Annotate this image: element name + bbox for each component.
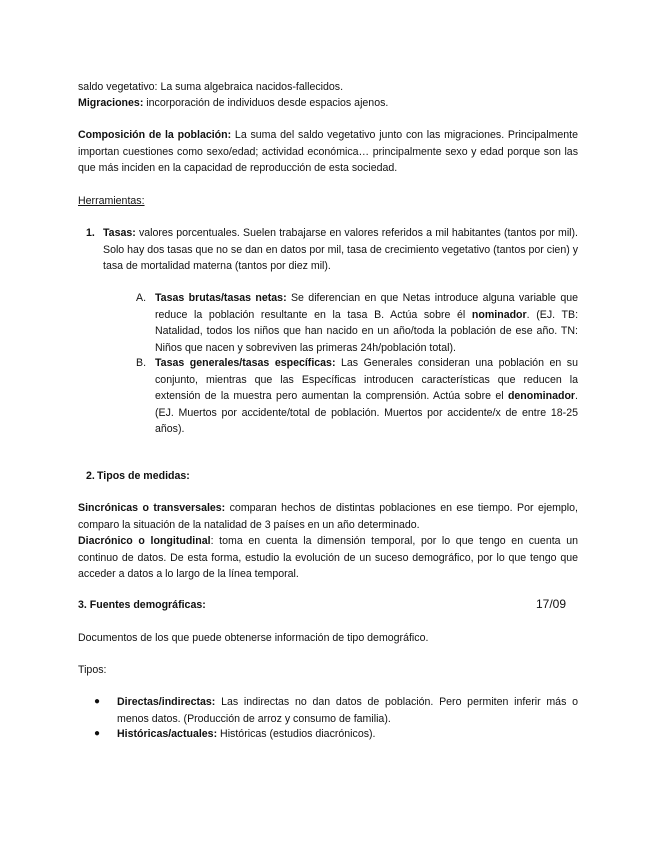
composicion-text: La suma del saldo vegetativo junto con las migraciones. Principalmente importan cuestiones como sexo/edad; actividad económica… principalmente sexo y edad porque son las que más inciden en la capacidad de reproducción de esta sociedad. [78,129,578,174]
saldo-term: saldo vegetativo: [78,81,158,93]
migraciones-text: incorporación de individuos desde espacios ajenos. [143,97,389,109]
item-b-term: Tasas generales/tasas específicas: [155,357,336,369]
item-a-text2: . (EJ. TB: Natalidad, todos los niños que han nacido en un año/toda la población de ese año. TN: Niños que nacen y sobreviven las primeras 24h/población total). [155,308,579,354]
tipos-label: Tipos: [78,664,107,676]
item-b-text1: Las Generales consideran una población en su conjunto, mientras que las Específicas introducen características que reducen la extensión de la muestra pero aumentan la comprensión. Actúa sobre el [155,357,578,402]
item-a-text1: Se diferencian en que Netas introduce alguna variable que reduce la población resultante en la tasa B. Actúa sobre él [155,292,578,321]
directas-term: Directas/indirectas: [117,696,216,708]
herramientas-heading: Herramientas: [78,195,145,207]
saldo-vegetativo-line [78,79,578,96]
tasas-number: 1. [86,227,95,239]
historicas-item [117,726,578,743]
item-a-term: Tasas brutas/tasas netas: [155,292,287,304]
composicion-term: Composición de la población: [78,129,232,141]
tasas-generales-paragraph [155,355,578,438]
diacronico-text: : toma en cuenta la dimensión temporal, por lo que tengo en cuenta un continuo de datos. De esta forma, estudio la evolución de un suceso demográfico, por lo que tengo que acceder a datos a lo largo de la línea temporal. [78,535,578,580]
tipos-medidas-heading: Tipos de medidas: [97,470,190,482]
documentos-line: Documentos de los que puede obtenerse información de tipo demográfico. [78,632,429,644]
bullet-icon: ● [94,696,101,707]
historicas-text: Históricas (estudios diacrónicos). [217,728,376,740]
date-label: 17/09 [536,597,567,611]
item-b-bold: denominador [507,390,576,402]
directas-item [117,694,578,727]
directas-text: Las indirectas no dan datos de población. Pero permiten inferir más o menos datos. (Producción de arroz y consumo de familia). [117,696,578,725]
item-a-bold: nominador [471,308,527,321]
sincronicas-term: Sincrónicas o transversales: [78,502,226,514]
diacronico-paragraph [78,533,578,583]
item-a-letter: A. [136,292,147,304]
tipos-medidas-number: 2. [86,470,95,482]
tasas-term: Tasas: [103,227,136,239]
bullet-icon: ● [94,728,101,739]
sincronicas-text: comparan hechos de distintas poblaciones en ese tiempo. Por ejemplo, comparo la situación de la natalidad de 3 países en un año determinado. [78,502,578,531]
saldo-text: La suma algebraica nacidos-fallecidos. [157,81,344,93]
sincronicas-paragraph [78,500,578,533]
item-b-letter: B. [136,357,147,369]
composicion-paragraph [78,127,578,177]
tasas-brutas-paragraph [155,290,578,356]
fuentes-heading: 3. Fuentes demográficas: [78,599,206,611]
historicas-term: Históricas/actuales: [117,728,218,740]
diacronico-term: Diacrónico o longitudinal [78,535,211,547]
item-b-text2: . (EJ. Muertos por accidente/total de población. Muertos por accidente/x de entre 18-25 años). [155,390,578,435]
tasas-paragraph [103,225,578,275]
migraciones-term: Migraciones: [78,97,144,109]
migraciones-line [78,95,578,112]
tasas-text: valores porcentuales. Suelen trabajarse en valores referidos a mil habitantes (tantos por mil). Solo hay dos tasas que no se dan en datos por mil, tasa de crecimiento vegetativo (tantos por cien) y tasa de mortalidad materna (tantos por diez mil). [103,227,578,272]
